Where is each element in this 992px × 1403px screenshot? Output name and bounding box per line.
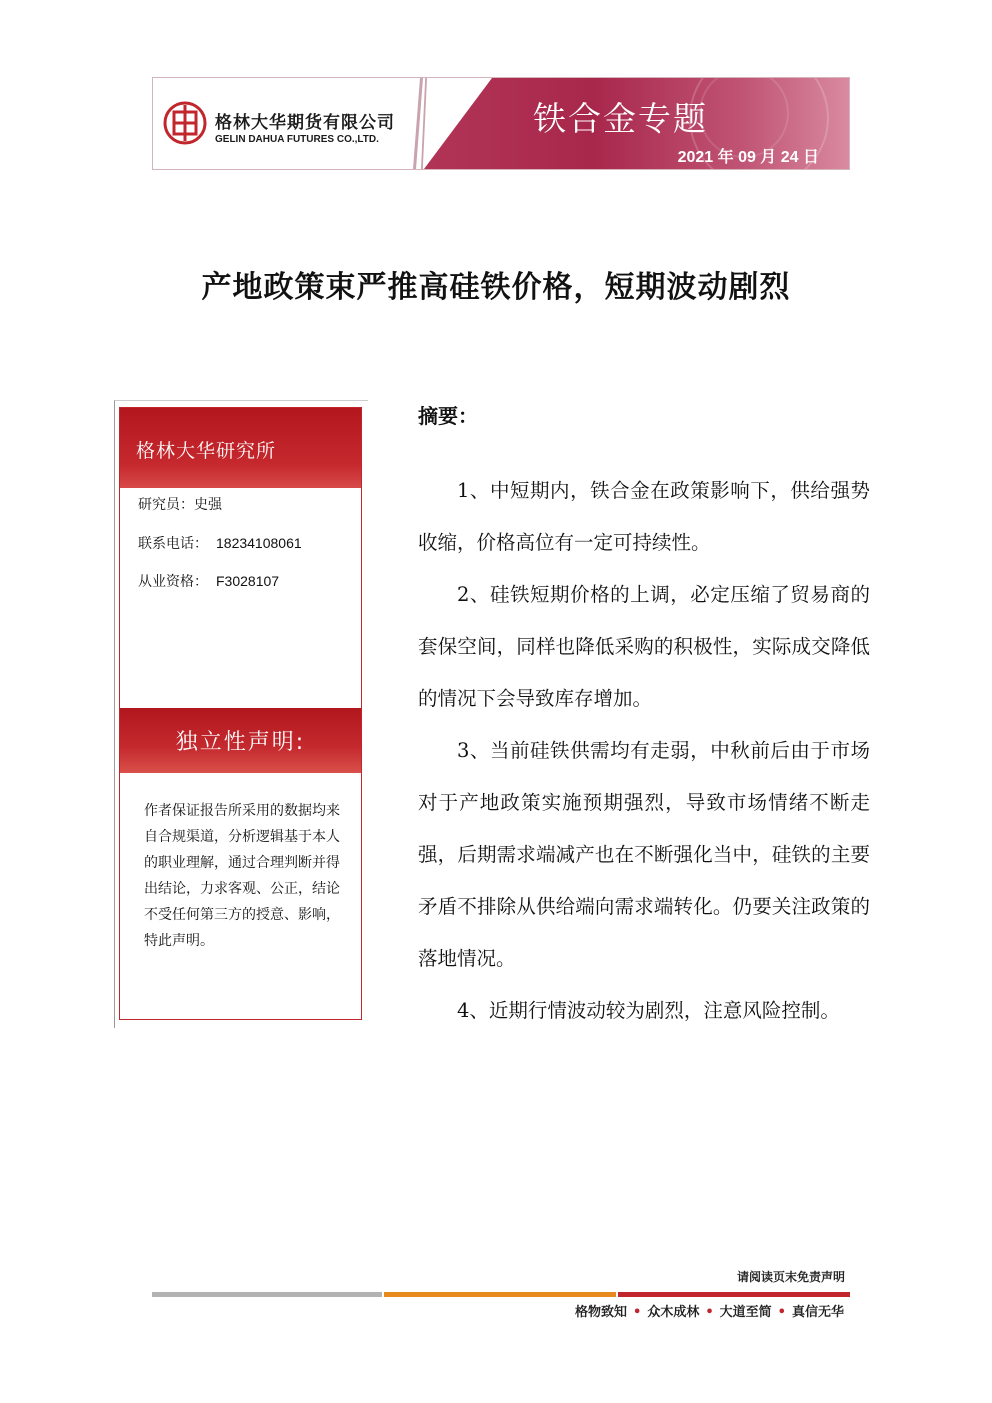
researcher-name: 史强 <box>194 497 222 513</box>
researcher-line <box>138 494 222 514</box>
slogan-item: 众木成林 <box>647 1305 700 1320</box>
report-topic: 铁合金专题 <box>533 99 708 138</box>
phone-number: 18234108061 <box>216 535 302 551</box>
company-name-en: GELIN DAHUA FUTURES CO.,LTD. <box>215 134 379 145</box>
abstract-paragraph: 2、硅铁短期价格的上调，必定压缩了贸易商的套保空间，同样也降低采购的积极性，实际成交降低的情况下会导致库存增加。 <box>418 583 870 710</box>
phone-label: 联系电话： <box>138 536 208 552</box>
footer-bar-orange <box>384 1292 616 1297</box>
license-number: F3028107 <box>216 573 280 589</box>
license-line <box>138 571 279 591</box>
abstract-paragraph: 1、中短期内，铁合金在政策影响下，供给强势收缩，价格高位有一定可持续性。 <box>418 479 870 554</box>
declaration-text: 作者保证报告所采用的数据均来自合规渠道，分析逻辑基于本人的职业理解，通过合理判断并得出结论，力求客观、公正，结论不受任何第三方的授意、影响，特此声明。 <box>144 803 340 949</box>
bullet-icon: • <box>705 1305 714 1320</box>
license-label: 从业资格： <box>138 574 208 590</box>
sidebar <box>119 407 362 1020</box>
researcher-label: 研究员： <box>138 497 194 513</box>
footer-bar-red <box>618 1292 850 1297</box>
company-name-cn: 格林大华期货有限公司 <box>215 113 395 133</box>
company-logo-icon <box>163 101 207 145</box>
header-banner <box>152 77 850 170</box>
footer-slogan <box>575 1301 844 1320</box>
bullet-icon: • <box>633 1305 642 1320</box>
banner-stripe <box>413 78 423 169</box>
abstract-heading: 摘要： <box>418 404 478 428</box>
slogan-item: 真信无华 <box>791 1305 844 1320</box>
sidebar-header <box>120 408 361 488</box>
phone-line <box>138 533 302 553</box>
abstract-paragraph: 3、当前硅铁供需均有走弱，中秋前后由于市场对于产地政策实施预期强烈，导致市场情绪不断走强，后期需求端减产也在不断强化当中，硅铁的主要矛盾不排除从供给端向需求端转化。仍要关注政策的落地情况。 <box>418 739 870 970</box>
slogan-item: 大道至简 <box>719 1305 772 1320</box>
declaration-title: 独立性声明: <box>175 730 306 755</box>
slogan-item: 格物致知 <box>575 1305 628 1320</box>
report-date: 2021 年 09 月 24 日 <box>677 149 819 166</box>
abstract-paragraph: 4、近期行情波动较为剧烈，注意风险控制。 <box>457 999 840 1022</box>
disclaimer-note: 请阅读页末免责声明 <box>736 1270 845 1284</box>
bullet-icon: • <box>777 1305 786 1320</box>
footer-bar-gray <box>152 1292 382 1297</box>
page-title: 产地政策束严推高硅铁价格，短期波动剧烈 <box>201 270 791 305</box>
declaration-header <box>120 708 361 773</box>
institute-name: 格林大华研究所 <box>136 440 277 462</box>
